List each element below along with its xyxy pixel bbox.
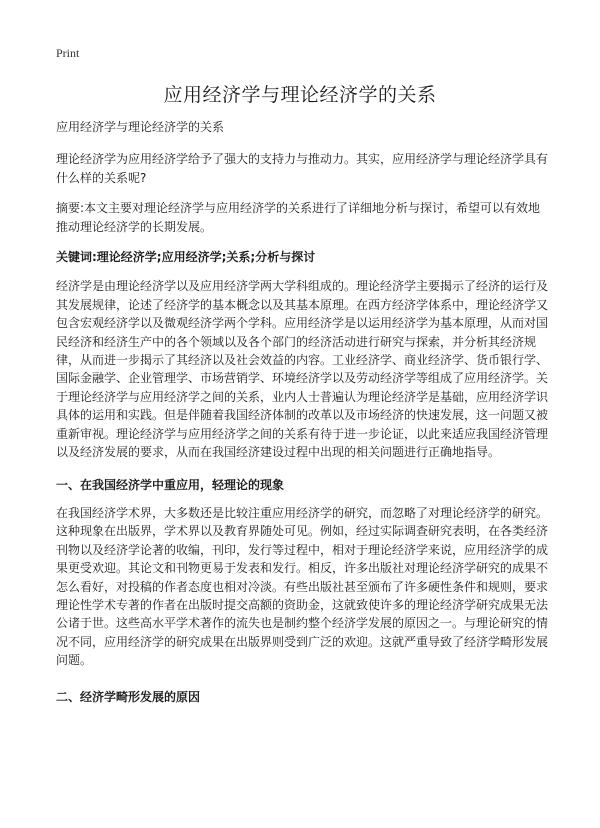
document-body xyxy=(56,118,548,706)
abstract-paragraph: 摘要:本文主要对理论经济学与应用经济学的关系进行了详细地分析与探讨，希望可以有效地推动理论经济学的长期发展。 xyxy=(56,201,541,234)
body-paragraph-2: 在我国经济学术界，大多数还是比较注重应用经济学的研究，而忽略了对理论经济学的研究。这种现象在出版界，学术界以及教育界随处可见。例如，经过实际调查研究表明，在各类经济刊物以及经济学论著的收编，刊印，发行等过程中，相对于理论经济学来说，应用经济学的成果更受欢迎。其论文和刊物更易于发表和发行。相反，许多出版社对理论经济学研究的成果不怎么看好，对投稿的作者态度也相对冷淡。有些出版社甚至颁布了许多硬性条件和规则，要求理论性学术专著的作者在出版时提交高额的资助金，这就致使许多的理论经济学研究成果无法公诸于世。这些高水平学术著作的流失也是制约整个经济学发展的原因之一。与理论研究的情况不同，应用经济学的研究成果在出版界则受到广泛的欢迎。这就严重导致了经济学畸形发展问题。 xyxy=(56,505,549,668)
keywords-line: 关键词:理论经济学;应用经济学;关系;分析与探讨 xyxy=(56,250,316,265)
document-subtitle: 应用经济学与理论经济学的关系 xyxy=(56,120,225,134)
intro-paragraph: 理论经济学为应用经济学给予了强大的支持力与推动力。其实，应用经济学与理论经济学具有什么样的关系呢? xyxy=(56,152,549,185)
section-1-heading: 一、在我国经济学中重应用，轻理论的现象 xyxy=(56,477,285,492)
document-title: 应用经济学与理论经济学的关系 xyxy=(163,84,437,106)
print-link[interactable]: Print xyxy=(56,46,80,60)
section-2-heading: 二、经济学畸形发展的原因 xyxy=(56,689,201,704)
body-paragraph-1: 经济学是由理论经济学以及应用经济学两大学科组成的。理论经济学主要揭示了经济的运行及其发展规律，论述了经济学的基本概念以及其基本原理。在西方经济学体系中，理论经济学又包含宏观经济学以及微观经济学两个学科。应用经济学是以运用经济学为基本原理，从而对国民经济和经济生产中的各个领域以及各个部门的经济活动进行研究与探索，并分析其经济规律，从而进一步揭示了其经济以及社会效益的内容。工业经济学、商业经济学、货币银行学、国际金融学、企业管理学、市场营销学、环境经济学以及劳动经济学等组成了应用经济学。关于理论经济学与应用经济学之间的关系，业内人士普遍认为理论经济学是基础，应用经济学识具体的运用和实践。但是伴随着我国经济体制的改革以及市场经济的快速发展，这一问题又被重新审视。理论经济学与应用经济学之间的关系有待于进一步论证，以此来适应我国经济管理以及经济发展的要求，从而在我国经济建设过程中出现的相关问题进行正确地指导。 xyxy=(56,279,549,460)
